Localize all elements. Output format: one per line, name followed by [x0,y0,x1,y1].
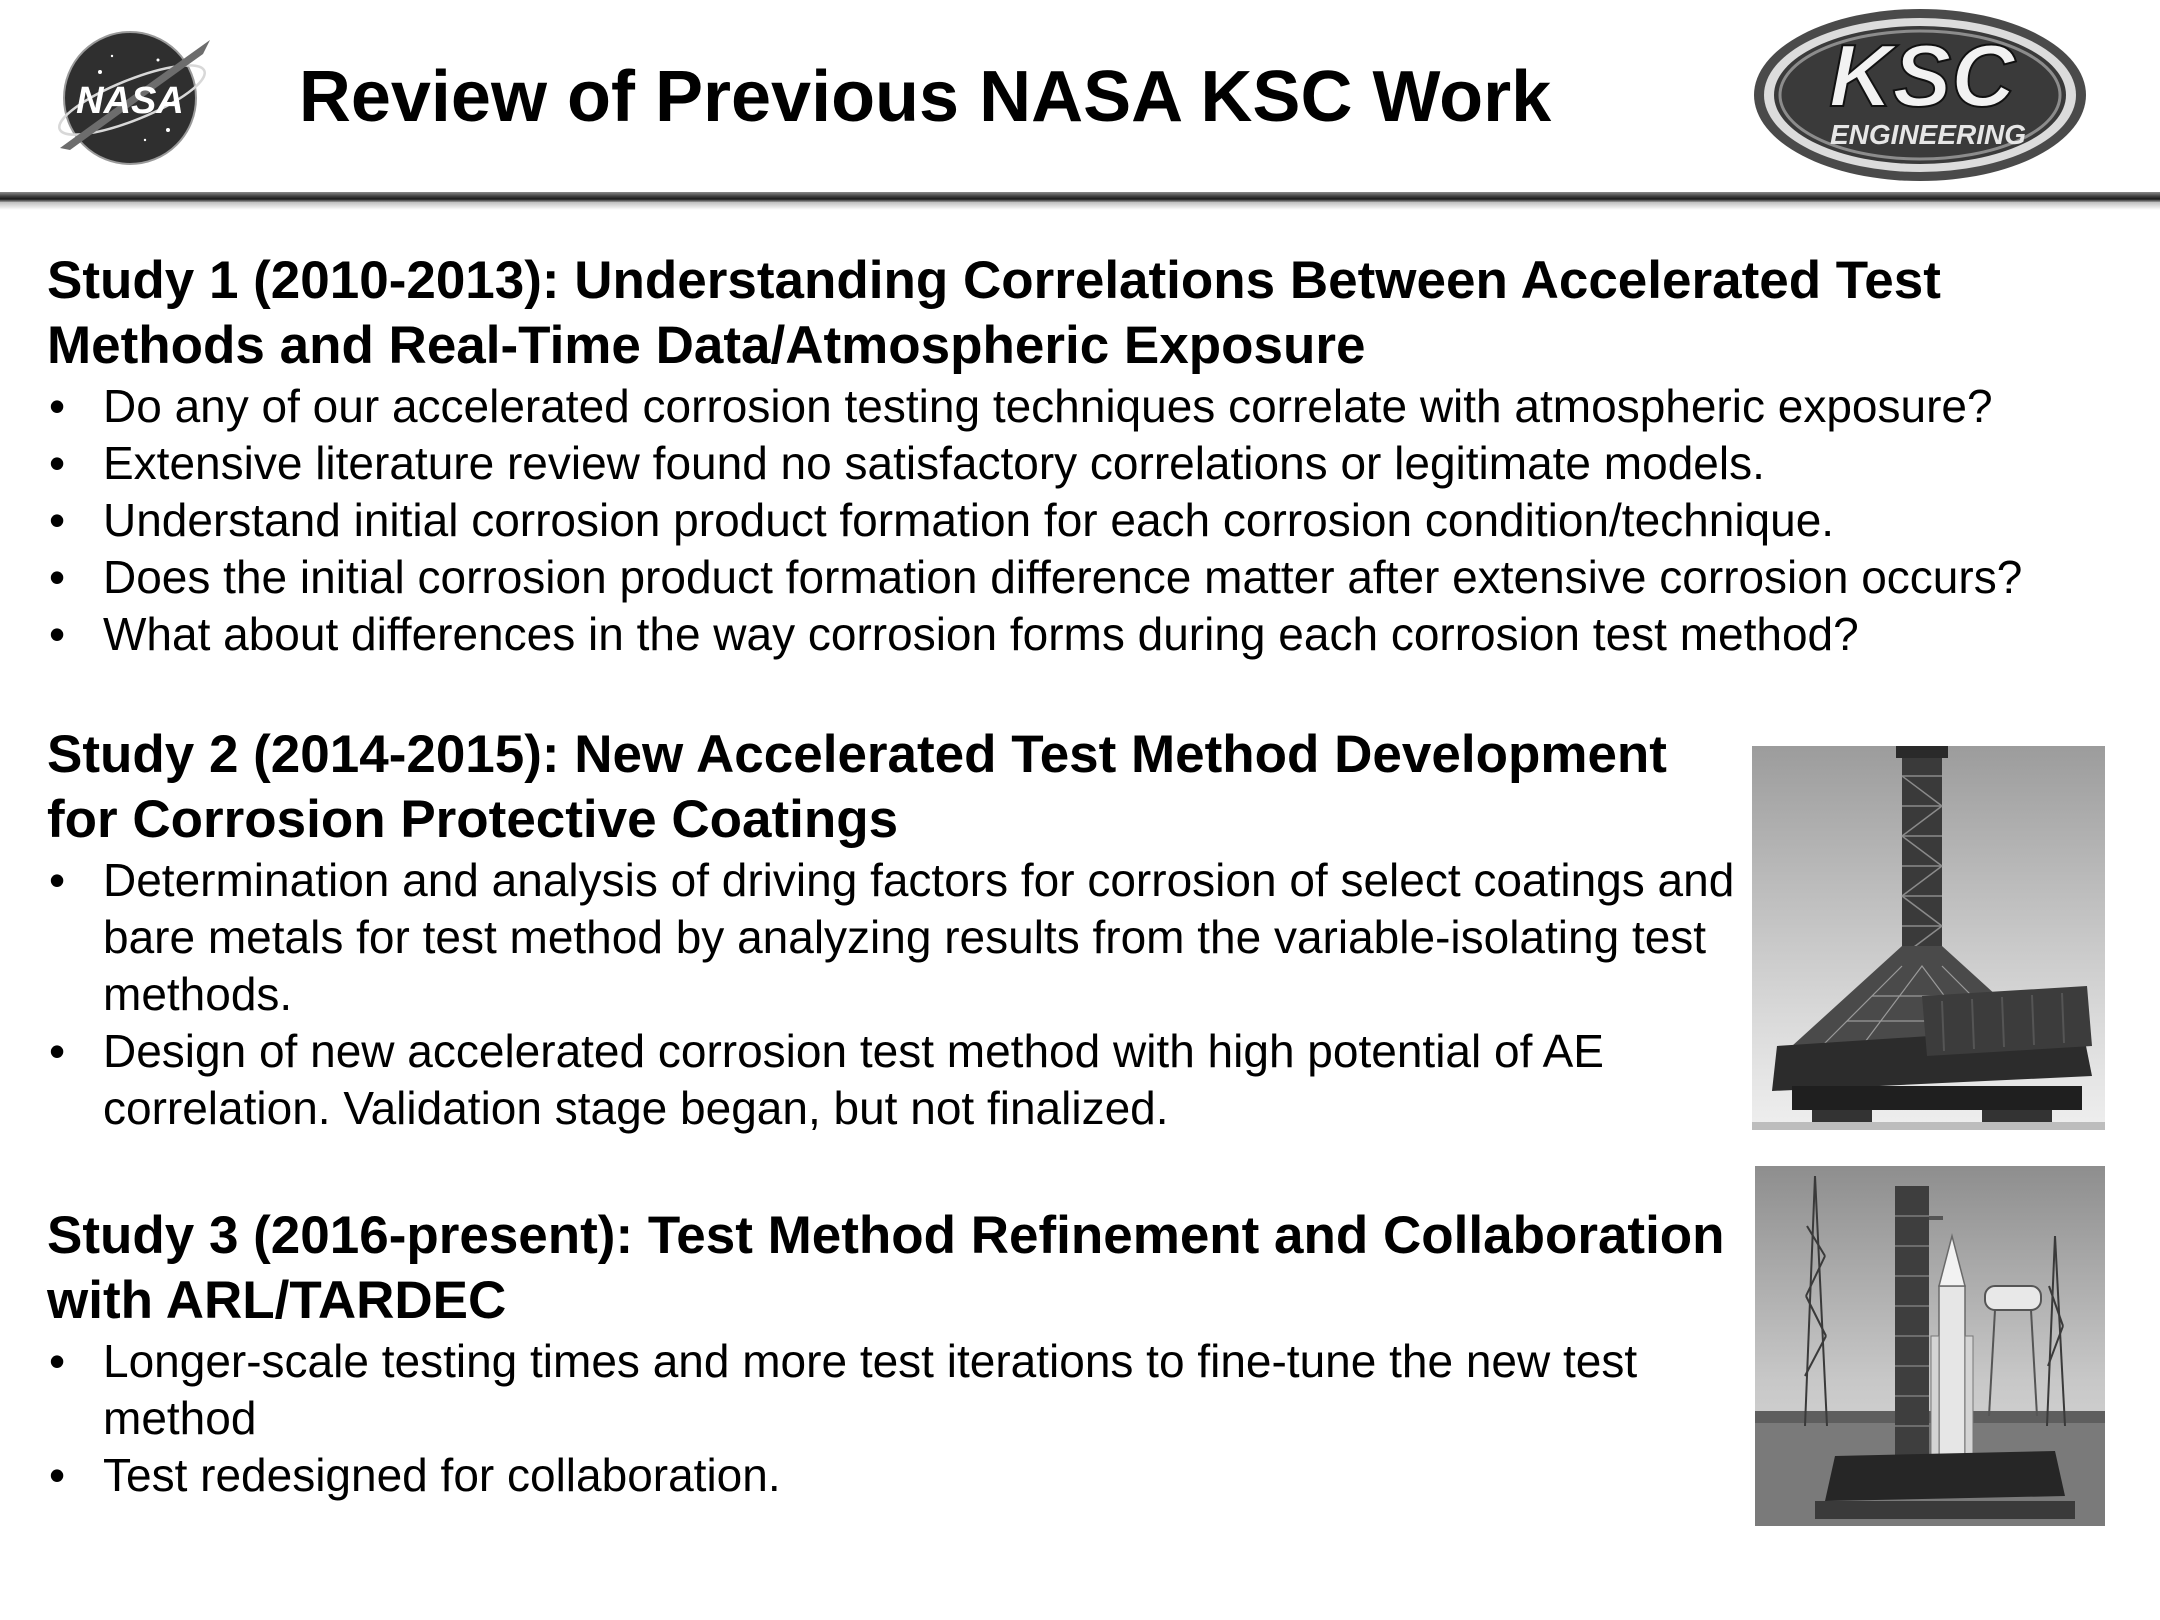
bullet-icon: • [49,380,66,432]
ksc-engineering-logo [1750,6,2090,184]
study-1-heading: Study 1 (2010-2013): Understanding Correlations Between Accelerated Test Methods and Real-Time Data/Atmospheric Exposure [47,251,1941,375]
header-rule [0,192,2160,202]
list-item-text: Extensive literature review found no satisfactory correlations or legitimate models. [103,437,1765,489]
list-item-text: Longer-scale testing times and more test iterations to fine-tune the new test method [103,1335,1638,1444]
bullet-icon: • [49,494,66,546]
list-item [47,378,2137,435]
list-item [47,606,2137,663]
header-rule-shadow [0,202,2160,210]
list-item-text: Do any of our accelerated corrosion testing techniques correlate with atmospheric exposure? [103,380,1993,432]
bullet-icon: • [49,1449,66,1501]
study-1-section [47,248,2137,663]
list-item [47,1447,1737,1504]
list-item [47,492,2137,549]
list-item [47,435,2137,492]
study-3-bullet-list [47,1333,1737,1504]
slide-header [0,0,2160,190]
list-item [47,852,1737,1023]
list-item-text: Does the initial corrosion product formation difference matter after extensive corrosion occurs? [103,551,2023,603]
list-item [47,1333,1737,1447]
list-item [47,549,2137,606]
study-2-heading: Study 2 (2014-2015): New Accelerated Test Method Development for Corrosion Protective Coatings [47,725,1667,849]
page-title: Review of Previous NASA KSC Work [298,57,1552,137]
ksc-logo-subtext: ENGINEERING [1829,119,2027,150]
ksc-logo-text: KSC [1829,26,2015,125]
mobile-launcher-tower-photo [1752,746,2105,1130]
bullet-icon: • [49,551,66,603]
bullet-icon: • [49,608,66,660]
list-item-text: Understand initial corrosion product formation for each corrosion condition/technique. [103,494,1835,546]
list-item-text: What about differences in the way corrosion forms during each corrosion test method? [103,608,1859,660]
study-2-section [47,722,1737,1137]
nasa-logo-text: NASA [76,80,184,122]
rocket-on-launch-pad-photo [1755,1166,2105,1526]
study-3-section [47,1203,1737,1504]
list-item [47,1023,1737,1137]
bullet-icon: • [49,854,66,906]
bullet-icon: • [49,1025,66,1077]
list-item-text: Design of new accelerated corrosion test method with high potential of AE correlation. Validation stage began, but not finalized. [103,1025,1604,1134]
study-2-bullet-list [47,852,1737,1137]
study-1-bullet-list [47,378,2137,663]
bullet-icon: • [49,1335,66,1387]
study-3-heading: Study 3 (2016-present): Test Method Refinement and Collaboration with ARL/TARDEC [47,1206,1725,1330]
list-item-text: Determination and analysis of driving factors for corrosion of select coatings and bare metals for test method by analyzing results from the variable-isolating test methods. [103,854,1735,1020]
bullet-icon: • [49,437,66,489]
list-item-text: Test redesigned for collaboration. [103,1449,781,1501]
